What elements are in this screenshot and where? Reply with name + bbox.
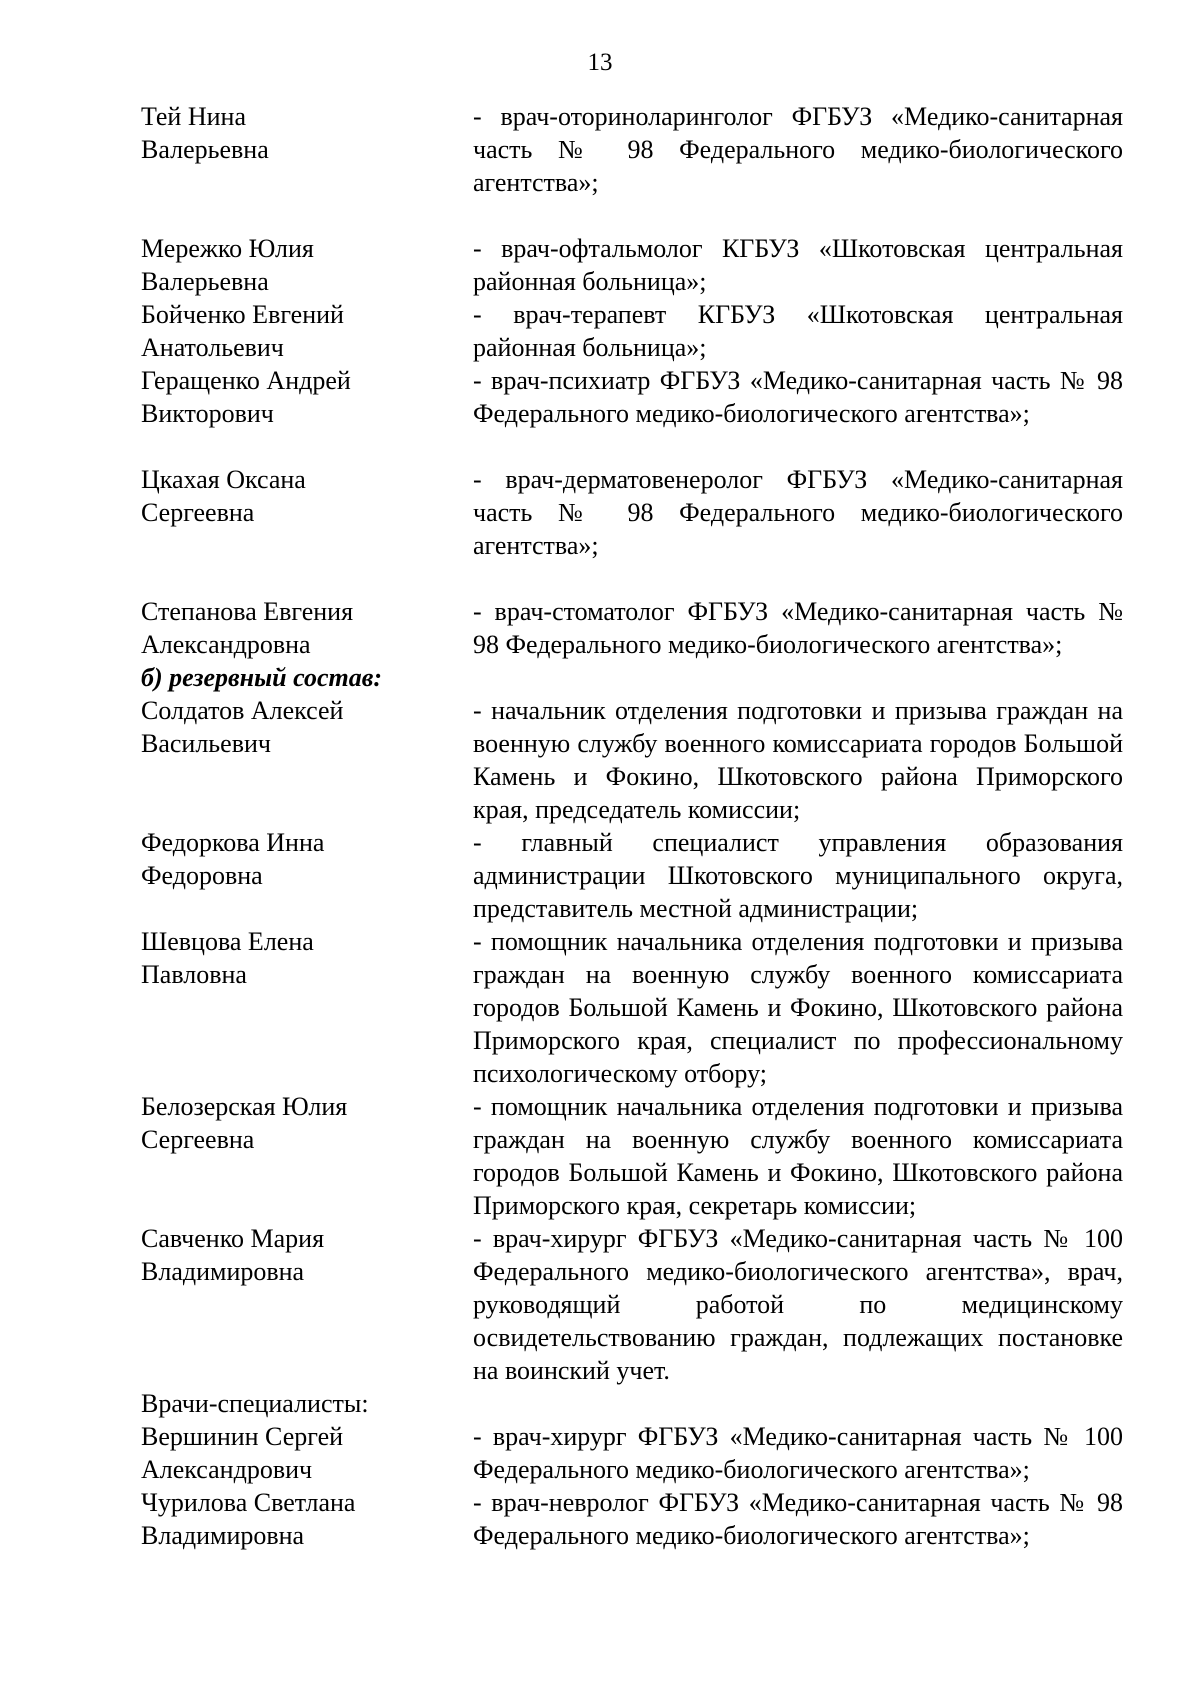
reserve-entry (141, 826, 1123, 925)
member-last-name: Тей Нина (141, 102, 246, 131)
member-name (141, 298, 473, 364)
member-last-name: Геращенко Андрей (141, 366, 351, 395)
member-first-name: Владимировна (141, 1521, 305, 1550)
member-last-name: Белозерская Юлия (141, 1092, 348, 1121)
reserve-heading: б) резервный состав: (141, 663, 382, 692)
member-role: - помощник начальника отделения подготовки и призыва граждан на военную службу военного комиссариата городов Большой Камень и Фокино, Шкотовского района Приморского края, секретарь комиссии; (473, 1092, 1123, 1220)
member-first-name: Владимировна (141, 1257, 305, 1286)
member-last-name: Чурилова Светлана (141, 1488, 356, 1517)
commission-list (141, 100, 1123, 1552)
member-role: - врач-терапевт КГБУЗ «Шкотовская центральная районная больница»; (473, 300, 1123, 362)
member-role: - врач-оториноларинголог ФГБУЗ «Медико-санитарная часть № 98 Федерального медико-биологического агентства»; (473, 102, 1123, 197)
member-role: - врач-хирург ФГБУЗ «Медико-санитарная часть № 100 Федерального медико-биологического агентства», врач, руководящий работой по медицинскому освидетельствованию граждан, подлежащих постановке на воинский учет. (473, 1224, 1123, 1385)
member-role: - врач-психиатр ФГБУЗ «Медико-санитарная часть № 98 Федерального медико-биологического агентства»; (473, 366, 1123, 428)
member-name (141, 1486, 473, 1552)
reserve-entry (141, 1222, 1123, 1387)
reserve-entry (141, 694, 1123, 826)
member-entry (141, 595, 1123, 661)
member-first-name: Федоровна (141, 861, 263, 890)
member-last-name: Солдатов Алексей (141, 696, 344, 725)
member-name (141, 694, 473, 760)
member-last-name: Вершинин Сергей (141, 1422, 344, 1451)
member-entry (141, 232, 1123, 298)
member-last-name: Федоркова Инна (141, 828, 325, 857)
member-role: - врач-невролог ФГБУЗ «Медико-санитарная часть № 98 Федерального медико-биологического агентства»; (473, 1488, 1123, 1550)
member-name (141, 925, 473, 991)
member-first-name: Александровна (141, 630, 311, 659)
member-first-name: Александрович (141, 1455, 313, 1484)
member-role: - главный специалист управления образования администрации Шкотовского муниципального округа, представитель местной администрации; (473, 828, 1123, 923)
member-entry (141, 364, 1123, 430)
reserve-entry (141, 925, 1123, 1090)
member-name (141, 1420, 473, 1486)
member-last-name: Степанова Евгения (141, 597, 354, 626)
member-role: - врач-стоматолог ФГБУЗ «Медико-санитарная часть № 98 Федерального медико-биологического агентства»; (473, 597, 1123, 659)
member-first-name: Викторович (141, 399, 274, 428)
member-name (141, 1090, 473, 1156)
member-last-name: Бойченко Евгений (141, 300, 344, 329)
specialists-heading: Врачи-специалисты: (141, 1389, 369, 1418)
page-number: 13 (587, 49, 613, 76)
member-last-name: Цкахая Оксана (141, 465, 306, 494)
member-name (141, 100, 473, 166)
member-role: - врач-хирург ФГБУЗ «Медико-санитарная часть № 100 Федерального медико-биологического агентства»; (473, 1422, 1123, 1484)
member-role: - врач-офтальмолог КГБУЗ «Шкотовская центральная районная больница»; (473, 234, 1123, 296)
member-name (141, 826, 473, 892)
member-role: - врач-дерматовенеролог ФГБУЗ «Медико-санитарная часть № 98 Федерального медико-биологического агентства»; (473, 465, 1123, 560)
reserve-entry (141, 1090, 1123, 1222)
member-role: - помощник начальника отделения подготовки и призыва граждан на военную службу военного комиссариата городов Большой Камень и Фокино, Шкотовского района Приморского края, специалист по профессиональному психологическому отбору; (473, 927, 1123, 1088)
member-last-name: Мережко Юлия (141, 234, 314, 263)
member-first-name: Валерьевна (141, 267, 269, 296)
member-name (141, 595, 473, 661)
member-first-name: Васильевич (141, 729, 271, 758)
specialist-entry (141, 1486, 1123, 1552)
member-last-name: Савченко Мария (141, 1224, 325, 1253)
member-name (141, 364, 473, 430)
specialist-entry (141, 1420, 1123, 1486)
member-first-name: Павловна (141, 960, 247, 989)
member-name (141, 463, 473, 529)
member-first-name: Валерьевна (141, 135, 269, 164)
member-entry (141, 463, 1123, 562)
member-name (141, 1222, 473, 1288)
member-role: - начальник отделения подготовки и призыва граждан на военную службу военного комиссариата городов Большой Камень и Фокино, Шкотовского района Приморского края, председатель комиссии; (473, 696, 1123, 824)
member-entry (141, 298, 1123, 364)
member-first-name: Анатольевич (141, 333, 284, 362)
member-first-name: Сергеевна (141, 1125, 255, 1154)
member-first-name: Сергеевна (141, 498, 255, 527)
member-entry (141, 100, 1123, 199)
member-last-name: Шевцова Елена (141, 927, 314, 956)
member-name (141, 232, 473, 298)
